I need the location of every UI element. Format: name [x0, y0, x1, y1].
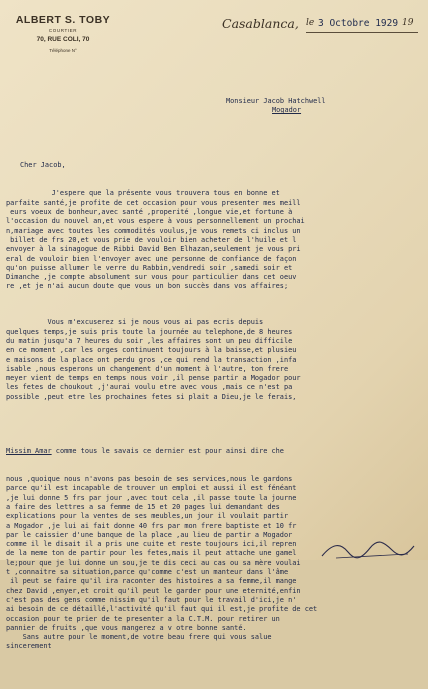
letter-line: eral de vouloir bien l'envoyer avec une personne de confiance de façon	[6, 254, 297, 263]
paragraph-3-body	[6, 475, 317, 652]
dateline-le: le	[306, 18, 315, 28]
letter-line: ,je lui donne 5 frs par jour ,avec tout cela ,il passe toute la journe	[6, 493, 297, 502]
letter-line: Dimanche ,je compte absolument sur vous pour particulier dans cet oeuv	[6, 273, 297, 282]
letter-line: re ,et je n'ai aucun doute que vous un bon succès dans vos affaires;	[6, 282, 289, 291]
dateline-date: 3 Octobre 1929	[318, 18, 399, 29]
letterhead-address: 70, RUE COLI, 70	[36, 36, 90, 43]
letter-line: de la meme ton de partir pour les fetes,mais il peut attache une gamel	[6, 549, 297, 558]
letter-line: il peut se faire qu'il ira raconter des histoires a sa femme,il mange	[6, 577, 297, 586]
letter-line: sincerement	[6, 642, 52, 651]
salutation: Cher Jacob,	[20, 160, 66, 169]
letterhead-role: COURTIER	[48, 28, 78, 33]
letter-line: envoyer à la sinagogue de Ribbi David Ben Elhazan,seulement je vous pri	[6, 245, 301, 254]
letter-line: l'occasion du nouvel an,et vous espere à vous personnellement un prochai	[6, 217, 305, 226]
letter-line: en ce moment ,car les orges continuent toujours à la baisse,et plusieu	[6, 346, 297, 355]
letter-line: occasion pour te prier de te presenter a la C.T.M. pour retirer un	[6, 614, 280, 623]
letter-line: meyer vient de temps en temps nous voir ,il pense partir a Mogador pour	[6, 374, 301, 383]
letterhead-telephone: Téléphone N°	[49, 48, 77, 53]
letter-line: e maisons de la place ont perdu gros ,ce qui rend la transaction ,infa	[6, 355, 297, 364]
signature	[318, 538, 418, 560]
letter-line: n,mariage avec toutes les commodités voulus,je vous remets ci inclus un	[6, 226, 301, 235]
letter-line: eurs voeux de bonheur,avec santé ,properité ,longue vie,et fortune à	[6, 208, 293, 217]
letterhead-name: ALBERT S. TOBY	[15, 14, 111, 26]
paragraph-3	[6, 429, 317, 671]
letter-line: du matin jusqu'a 7 heures du soir ,les affaires sont un peu difficile	[6, 336, 293, 345]
paragraph-1	[6, 189, 317, 291]
letter-line: ai besoin de ce détaillé,l'activité qu'il faut qui il est,je profite de cet	[6, 605, 318, 614]
letter-body	[6, 142, 317, 689]
letter-line: isable ,nous esperons un changement d'un moment à l'autre, ton frere	[6, 364, 289, 373]
paragraph-3-first-line	[6, 447, 317, 456]
letter-line: J'espere que la présente vous trouvera tous en bonne et	[6, 189, 280, 198]
letter-line: parce qu'il est incapable de trouver un emploi et aussi il est fénéant	[6, 484, 297, 493]
recipient-line: Mogador	[272, 106, 302, 115]
dateline-year-suffix: 19	[402, 18, 414, 28]
letter-line: Sans autre pour le moment,de votre beau frere qui vous salue	[6, 633, 272, 642]
letter-line: chez David ,enyer,et croit qu'il peut le garder pour une eternité,enfin	[6, 586, 301, 595]
letter-line: par le caissier d'une banque de la place ,au lieu de partir a Mogador	[6, 530, 293, 539]
letterhead	[8, 14, 118, 53]
letter-line: comme il le disait il a pris une cuite et reste toujours ici,il repren	[6, 540, 297, 549]
paragraph-2	[6, 318, 317, 402]
letter-line: qu'on puisse allumer le verre du Rabbin,vendredi soir ,samedi soir et	[6, 263, 293, 272]
letter-line: a faire des lettres a sa femme de 15 et 20 pages lui demandant des	[6, 502, 280, 511]
recipient-line: Monsieur Jacob Hatchwell	[226, 97, 326, 105]
letter-line: le;pour que je lui donne un sou,je te dis ceci au cas ou sa mère voulai	[6, 558, 301, 567]
recipient-address	[226, 97, 326, 116]
letter-line: pannier de fruits ,que vous mangerez a v otre bonne santé.	[6, 623, 247, 632]
letter-line: c'est pas des gens comme nissim qu'il faut pour le travail d'ici,je n'	[6, 595, 297, 604]
paragraph-3-first-line-rest: comme tous le savais ce dernier est pour ainsi dire che	[51, 447, 284, 456]
letter-line: quelques temps,je suis pris toute la journée au telephone,de 8 heures	[6, 327, 293, 336]
dateline	[222, 16, 422, 38]
letter-line: t ,connaitre sa situation,parce qu'comme c'est un manteur dans l'âme	[6, 568, 289, 577]
letter-line: les fetes de choukout ,j'aurai voulu etre avec vous ,mais ce n'est pa	[6, 383, 293, 392]
letter-line: a Mogador ,je lui ai fait donne 40 frs par mon frere baptiste et 10 fr	[6, 521, 297, 530]
letter-line: explications pour la ventes de ses meubles,un jour il voulait partir	[6, 512, 289, 521]
letter-line: nous ,quoique nous n'avons pas besoin de ses services,nous le gardons	[6, 475, 293, 484]
dateline-rule	[306, 32, 418, 33]
letter-line: Vous m'excuserez si je nous vous ai pas ecris depuis	[6, 318, 264, 327]
name-missim-amar: Missim Amar	[6, 447, 52, 456]
letter-line: parfaite santé,je profite de cet occasion pour vous presenter mes meill	[6, 198, 301, 207]
letter-line: possible ,peut etre les prochaines fetes si plait a Dieu,je le ferais,	[6, 392, 297, 401]
letter-line: billet de frs 20,et vous prie de vouloir bien acheter de l'huile et l	[6, 235, 297, 244]
dateline-place: Casablanca,	[222, 16, 299, 31]
